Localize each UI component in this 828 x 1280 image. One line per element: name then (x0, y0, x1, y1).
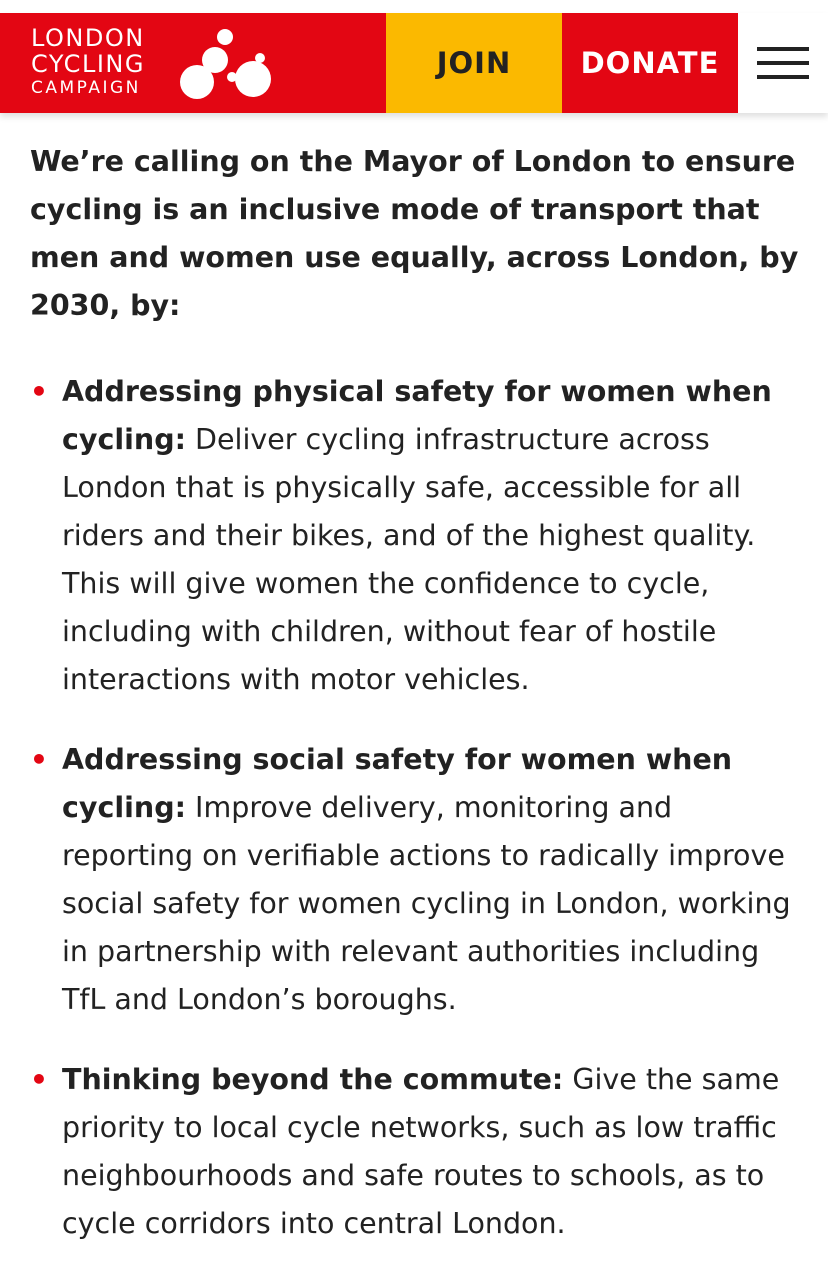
bullet-icon: • (30, 375, 48, 408)
hamburger-menu-icon (757, 47, 809, 79)
list-item (30, 736, 805, 1024)
demand-text: Improve delivery, monitoring and reporting on verifiable actions to radically improve social safety for women cycling in London, working in partnership with relevant authorities including TfL and London’s boroughs. (62, 791, 791, 1016)
logo-line-cycling: CYCLING (31, 50, 145, 78)
logo-line-campaign: CAMPAIGN (31, 78, 141, 98)
logo-wordmark (31, 25, 145, 99)
logo-circles-icon (176, 27, 276, 101)
bullet-icon: • (30, 743, 48, 776)
join-button[interactable]: JOIN (386, 13, 562, 113)
site-logo[interactable] (0, 13, 386, 113)
donate-button[interactable]: DONATE (562, 13, 738, 113)
site-header (0, 13, 828, 113)
demand-heading: Thinking beyond the commute: (62, 1063, 564, 1096)
main-content (30, 138, 805, 1280)
demand-heading: Addressing social safety for women when cycling: (62, 743, 733, 824)
logo-line-london: LONDON (31, 24, 145, 52)
intro-paragraph: We’re calling on the Mayor of London to ensure cycling is an inclusive mode of transport that men and women use equally, across London, by 2030, by: (30, 145, 799, 322)
demands-list (30, 368, 805, 1248)
menu-button[interactable] (738, 13, 828, 113)
bullet-icon: • (30, 1063, 48, 1096)
list-item (30, 1056, 805, 1248)
demand-heading: Addressing physical safety for women when cycling: (62, 375, 772, 456)
list-item (30, 368, 805, 704)
demand-text: Deliver cycling infrastructure across London that is physically safe, accessible for all riders and their bikes, and of the highest quality. This will give women the confidence to cycle, including with children, without fear of hostile interactions with motor vehicles. (62, 423, 756, 696)
demand-text: Give the same priority to local cycle networks, such as low traffic neighbourhoods and safe routes to schools, as to cycle corridors into central London. (62, 1063, 780, 1240)
